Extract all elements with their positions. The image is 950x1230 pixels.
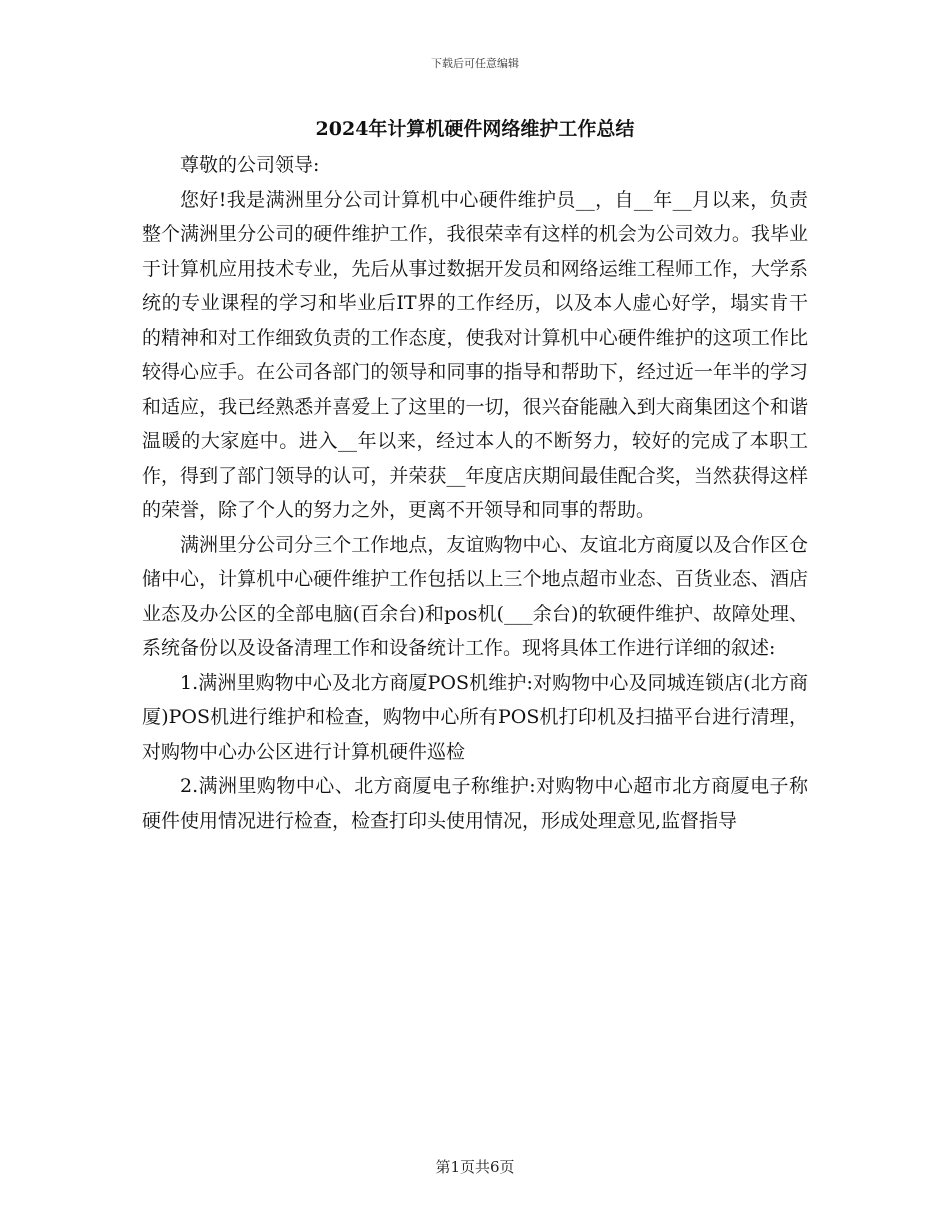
header-note: 下载后可任意编辑: [431, 57, 519, 70]
paragraph-item-2: 2.满洲里购物中心、北方商厦电子称维护:对购物中心超市北方商厦电子称硬件使用情况进行检查，检查打印头使用情况，形成处理意见,监督指导: [142, 775, 808, 832]
paragraph-scope: 满洲里分公司分三个工作地点，友谊购物中心、友谊北方商厦以及合作区仓储中心，计算机中心硬件维护工作包括以上三个地点超市业态、百货业态、酒店业态及办公区的全部电脑(百余台)和pos机(___余台)的软硬件维护、故障处理、系统备份以及设备清理工作和设备统计工作。现将具体工作进行详细的叙述:: [142, 533, 808, 659]
page-number-footer: 第1页共6页: [435, 1158, 515, 1176]
paragraph-item-1: 1.满洲里购物中心及北方商厦POS机维护:对购物中心及同城连锁店(北方商厦)POS机进行维护和检查，购物中心所有POS机打印机及扫描平台进行清理，对购物中心办公区进行计算机硬件巡检: [142, 671, 808, 763]
document-body: [142, 148, 808, 838]
salutation: 尊敬的公司领导:: [180, 154, 320, 176]
paragraph-intro: 您好!我是满洲里分公司计算机中心硬件维护员__，自__年__月以来，负责整个满洲里分公司的硬件维护工作，我很荣幸有这样的机会为公司效力。我毕业于计算机应用技术专业，先后从事过数据开发员和网络运维工程师工作，大学系统的专业课程的学习和毕业后IT界的工作经历，以及本人虚心好学，塌实肯干的精神和对工作细致负责的工作态度，使我对计算机中心硬件维护的这项工作比较得心应手。在公司各部门的领导和同事的指导和帮助下，经过近一年半的学习和适应，我已经熟悉并喜爱上了这里的一切，很兴奋能融入到大商集团这个和谐温暖的大家庭中。进入__年以来，经过本人的不断努力，较好的完成了本职工作，得到了部门领导的认可，并荣获__年度店庆期间最佳配合奖，当然获得这样的荣誉，除了个人的努力之外，更离不开领导和同事的帮助。: [142, 188, 808, 521]
document-title: 2024年计算机硬件网络维护工作总结: [315, 118, 635, 140]
